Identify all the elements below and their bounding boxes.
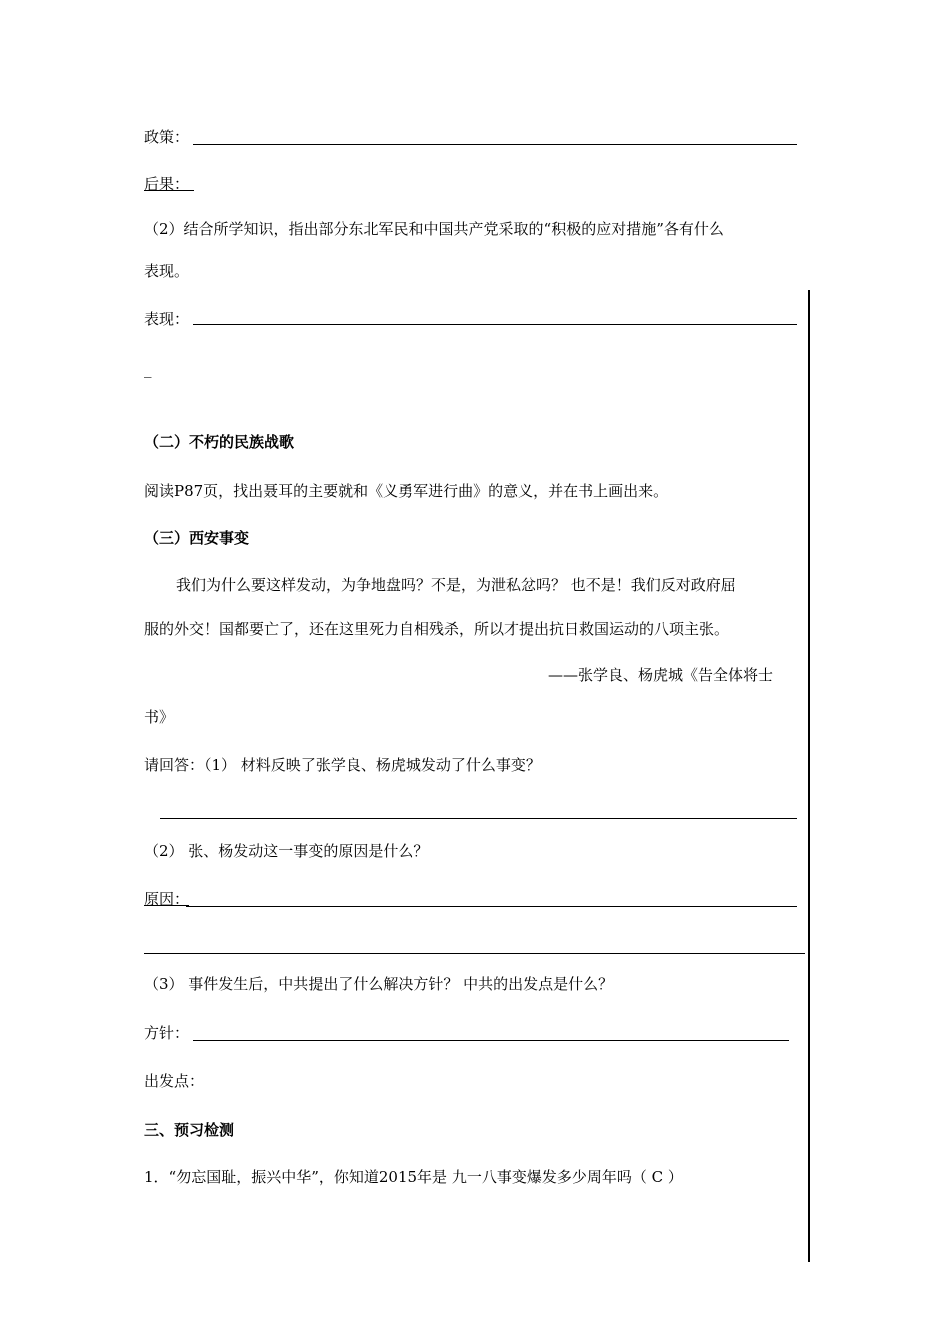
answer-3-1-line[interactable]: [160, 818, 797, 819]
quote-source-line1: ——张学良、杨虎城《告全体将士: [548, 666, 774, 684]
question-3-3: （3） 事件发生后，中共提出了什么解决方针？ 中共的出发点是什么？: [144, 975, 614, 993]
section-3-heading: （三）西安事变: [144, 529, 250, 547]
stray-dash: _: [144, 360, 152, 378]
quote-line2: 服的外交！国都要亡了，还在这里死力自相残杀，所以才提出抗日救国运动的八项主张。: [144, 620, 730, 638]
margin-rule: [808, 290, 810, 1262]
question-3-2: （2） 张、杨发动这一事变的原因是什么？: [144, 842, 429, 860]
guideline-label: 方针：: [144, 1024, 190, 1042]
guideline-answer-line[interactable]: [193, 1040, 789, 1041]
question-2-line2: 表现。: [144, 262, 190, 280]
starting-point-label: 出发点：: [144, 1072, 205, 1090]
section-2-heading: （二）不朽的民族战歌: [144, 433, 295, 451]
reason-answer-line-2[interactable]: [144, 953, 805, 954]
question-2-line1: （2）结合所学知识，指出部分东北军民和中国共产党采取的“积极的应对措施”各有什么: [144, 220, 724, 238]
performance-answer-line[interactable]: [193, 324, 797, 325]
question-3-1: 请回答：（1） 材料反映了张学良、杨虎城发动了什么事变？: [144, 756, 541, 774]
reason-answer-line[interactable]: [186, 906, 797, 907]
quote-source-line2: 书》: [144, 708, 175, 726]
result-label: 后果：: [144, 175, 190, 193]
quote-line1: 我们为什么要这样发动，为争地盘吗？不是，为泄私忿吗？ 也不是！我们反对政府屈: [176, 576, 736, 594]
policy-label: 政策：: [144, 128, 190, 146]
result-answer-line[interactable]: [180, 190, 194, 191]
policy-answer-line[interactable]: [193, 144, 797, 145]
reason-label: 原因：: [144, 890, 190, 908]
performance-label: 表现：: [144, 310, 190, 328]
preview-question-1: 1．“勿忘国耻，振兴中华”，你知道2015年是 九一八事变爆发多少周年吗（ C ）: [144, 1168, 683, 1186]
preview-heading: 三、预习检测: [144, 1121, 235, 1139]
section-2-text: 阅读P87页，找出聂耳的主要就和《义勇军进行曲》的意义，并在书上画出来。: [144, 482, 669, 500]
